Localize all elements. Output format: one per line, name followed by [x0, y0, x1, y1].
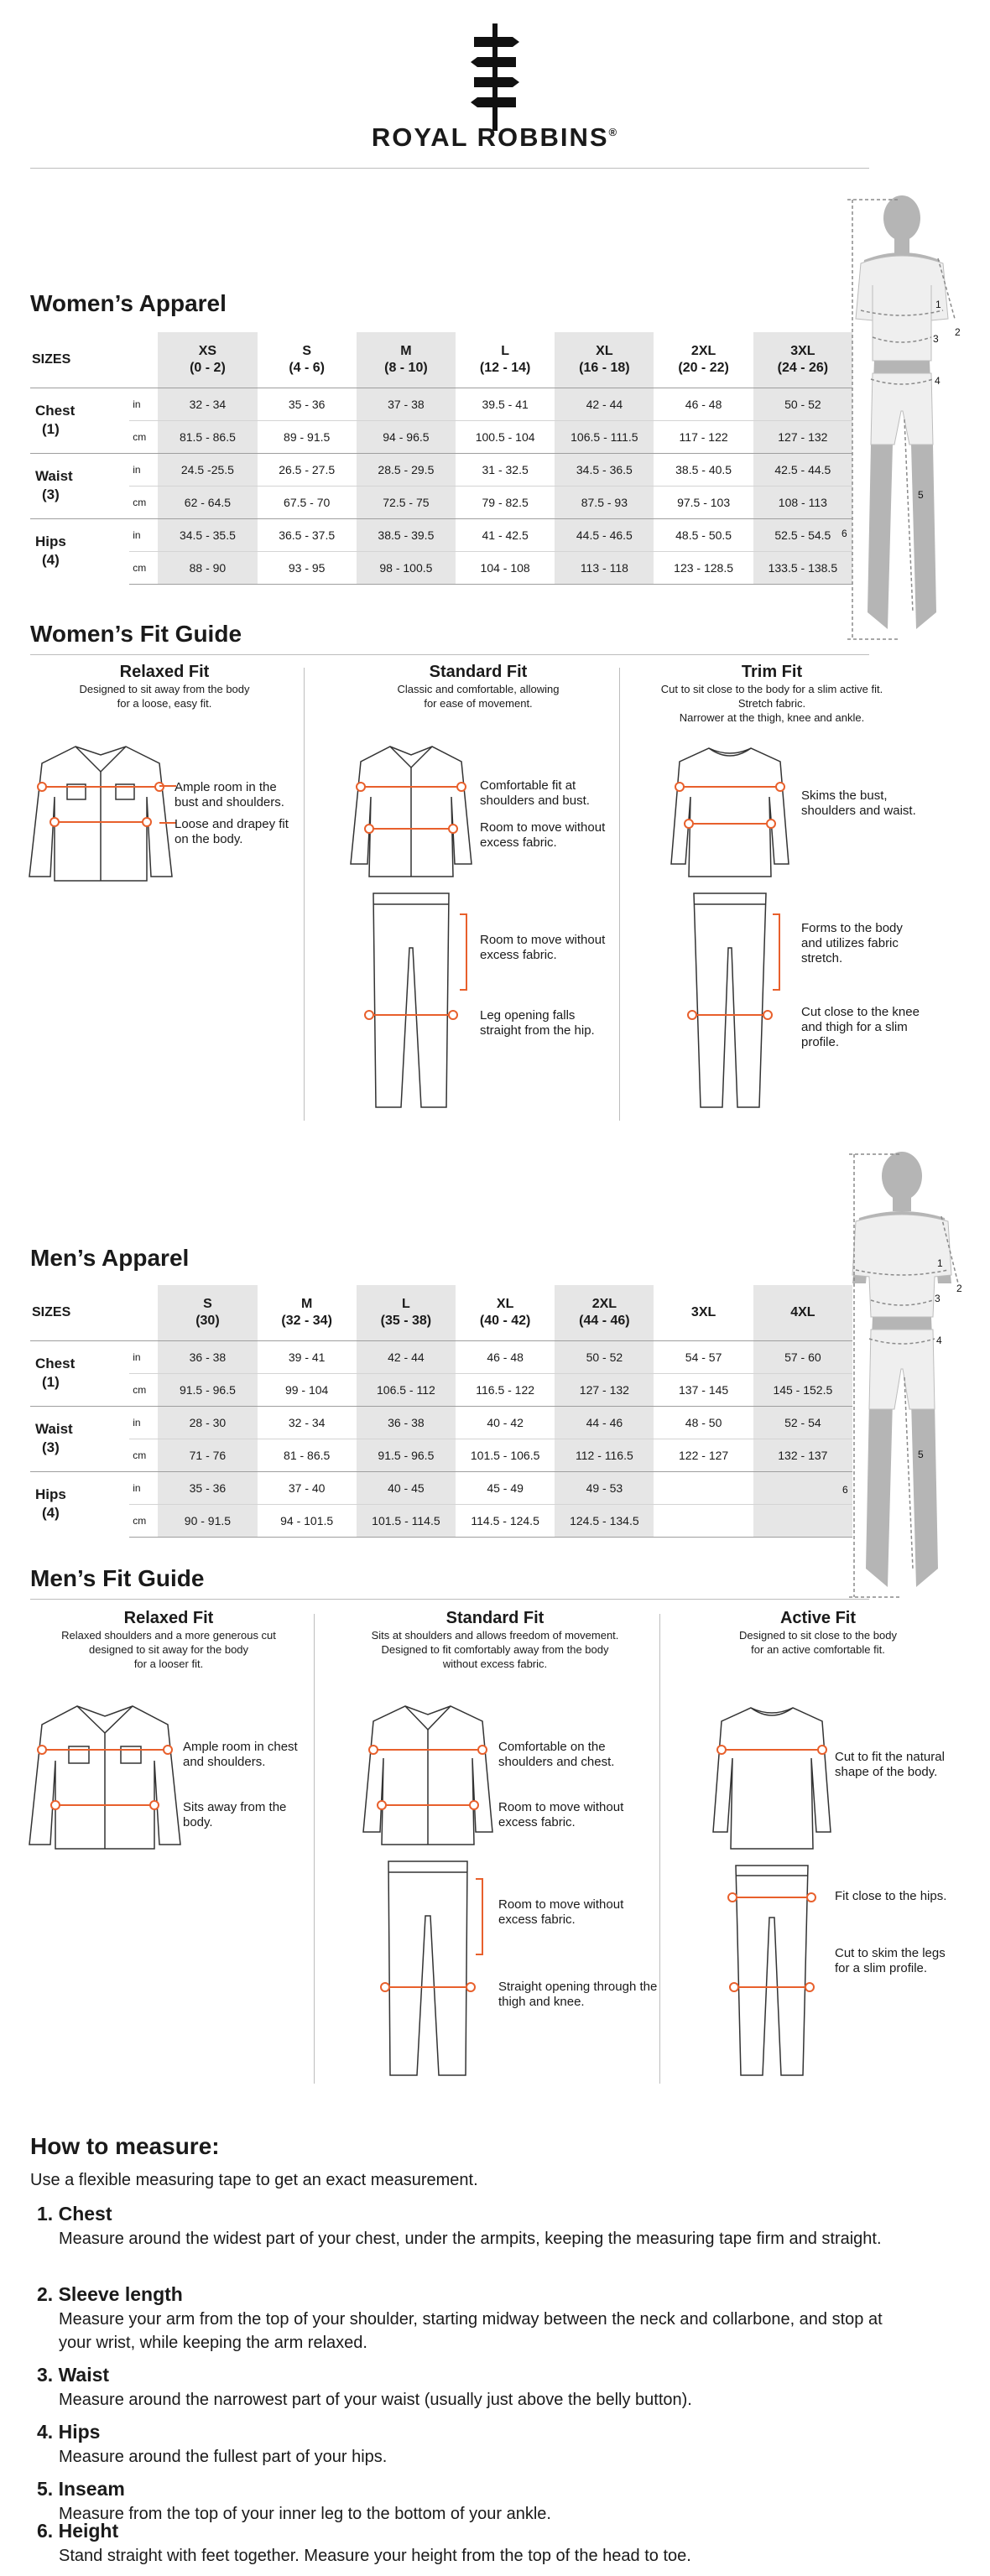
- fit-subtitle-line: Designed to sit close to the body: [739, 1629, 897, 1642]
- table-cell: 34.5 - 35.5: [158, 518, 257, 551]
- figure-label-2: 2: [955, 326, 961, 338]
- table-cell: 94 - 101.5: [258, 1504, 357, 1537]
- measure-desc: Measure from the top of your inner leg to the bottom of your ankle.: [59, 2505, 551, 2523]
- men-fit-col-divider-1: [314, 1614, 315, 2084]
- table-cell: 46 - 48: [654, 388, 753, 420]
- fit-subtitle-line: for a loose, easy fit.: [117, 697, 212, 710]
- table-cell: 91.5 - 96.5: [357, 1439, 456, 1471]
- fit-note: Room to move without excess fabric.: [498, 1897, 624, 1927]
- table-cell: 122 - 127: [654, 1439, 753, 1471]
- table-cell: 54 - 57: [654, 1340, 753, 1373]
- measure-desc: Measure your arm from the top of your shoulder, starting midway between the neck and collarbone, and stop at your wrist, while keeping the arm relaxed.: [59, 2310, 883, 2352]
- table-cell: 81 - 86.5: [258, 1439, 357, 1471]
- figure-label-4: 4: [936, 1335, 942, 1346]
- fit-note: Room to move without excess fabric.: [480, 820, 606, 850]
- table-cell: 100.5 - 104: [456, 420, 555, 453]
- size-column-header: [258, 1285, 357, 1340]
- size-column-header: [357, 332, 456, 388]
- table-cell: 104 - 108: [456, 551, 555, 584]
- size-column-header: [158, 332, 257, 388]
- table-cell: 49 - 53: [555, 1471, 654, 1504]
- size-name: 2XL: [690, 343, 716, 358]
- size-name: XL: [496, 1296, 514, 1311]
- table-cell: 89 - 91.5: [258, 420, 357, 453]
- unit-label: cm: [129, 420, 158, 453]
- table-cell: 42 - 44: [555, 388, 654, 420]
- size-range: (44 - 46): [579, 1313, 630, 1328]
- fit-note: Skims the bust, shoulders and waist.: [801, 788, 916, 818]
- table-cell: 35 - 36: [158, 1471, 257, 1504]
- measurement-name: Chest: [35, 403, 76, 419]
- measure-name: Hips: [58, 2421, 101, 2443]
- size-name: 3XL: [790, 343, 815, 358]
- size-column-header: [158, 1285, 257, 1340]
- size-range: (16 - 18): [579, 360, 630, 375]
- size-column-header: [555, 1285, 654, 1340]
- figure-label-3: 3: [933, 333, 939, 345]
- measure-item-inseam: [37, 2478, 918, 2526]
- measure-desc: Measure around the fullest part of your hips.: [59, 2448, 388, 2466]
- fit-subtitle-line: Cut to sit close to the body for a slim active fit.: [660, 683, 883, 695]
- fit-subtitle-line: Sits at shoulders and allows freedom of movement.: [371, 1629, 619, 1642]
- size-column-header: [654, 1285, 753, 1340]
- brand-logo-icon: [466, 23, 524, 131]
- size-name: M: [301, 1296, 313, 1311]
- unit-label: in: [129, 1406, 158, 1439]
- size-column-header: [753, 332, 852, 388]
- women-fit-standard: [344, 663, 612, 710]
- women-measure-figure: [839, 193, 965, 646]
- table-cell: 124.5 - 134.5: [555, 1504, 654, 1537]
- unit-label: in: [129, 518, 158, 551]
- women-size-table: [30, 332, 852, 585]
- measurement-number: (4): [42, 1505, 60, 1522]
- size-name: XS: [198, 343, 217, 358]
- measure-item-waist: [37, 2364, 918, 2412]
- fit-subtitle-line: without excess fabric.: [442, 1657, 548, 1670]
- fit-subtitle-line: Narrower at the thigh, knee and ankle.: [679, 711, 865, 724]
- measure-name: Height: [58, 2520, 119, 2542]
- table-row: [30, 420, 852, 453]
- measurement-number: (4): [42, 552, 60, 569]
- figure-label-4: 4: [935, 375, 940, 387]
- table-cell: 36 - 38: [158, 1340, 257, 1373]
- brand-name: ROYAL ROBBINS®: [371, 122, 619, 152]
- table-cell: 88 - 90: [158, 551, 257, 584]
- size-range: (20 - 22): [678, 360, 729, 375]
- fit-subtitle-line: Relaxed shoulders and a more generous cut: [61, 1629, 276, 1642]
- unit-label: cm: [129, 1439, 158, 1471]
- size-name: 3XL: [690, 1304, 716, 1319]
- table-cell: [753, 1471, 852, 1504]
- men-active-garments-icon: [709, 1698, 835, 2084]
- table-cell: 67.5 - 70: [258, 486, 357, 518]
- table-cell: 106.5 - 111.5: [555, 420, 654, 453]
- fit-subtitle-line: Designed to fit comfortably away from the body: [381, 1643, 609, 1656]
- measure-num: 3.: [37, 2364, 54, 2386]
- table-row: [30, 486, 852, 518]
- men-fit-title: Men’s Fit Guide: [30, 1565, 205, 1591]
- table-cell: 145 - 152.5: [753, 1373, 852, 1406]
- women-fit-relaxed: [30, 663, 299, 710]
- measurement-label: [30, 1340, 129, 1406]
- table-cell: [753, 1504, 852, 1537]
- size-name: 2XL: [591, 1296, 617, 1311]
- size-column-header: [258, 332, 357, 388]
- measure-name: Inseam: [58, 2478, 125, 2500]
- size-column-header: [456, 1285, 555, 1340]
- fit-title: Active Fit: [779, 1609, 857, 1627]
- measure-num: 5.: [37, 2478, 54, 2500]
- men-fit-col-divider-2: [659, 1614, 660, 2084]
- measure-num: 2.: [37, 2283, 54, 2305]
- table-cell: 62 - 64.5: [158, 486, 257, 518]
- table-cell: 39 - 41: [258, 1340, 357, 1373]
- unit-label: cm: [129, 551, 158, 584]
- table-cell: 38.5 - 39.5: [357, 518, 456, 551]
- fit-note: Comfortable on the shoulders and chest.: [498, 1740, 615, 1769]
- table-row: [30, 551, 852, 584]
- how-to-measure-title: How to measure:: [30, 2133, 220, 2159]
- unit-label: cm: [129, 1373, 158, 1406]
- size-range: (12 - 14): [479, 360, 531, 375]
- measurement-name: Waist: [35, 1421, 73, 1437]
- measure-item-chest: [37, 2203, 918, 2251]
- table-row: [30, 1504, 852, 1537]
- women-standard-garments-icon: [344, 738, 478, 1116]
- measure-num: 4.: [37, 2421, 54, 2443]
- size-range: (8 - 10): [384, 360, 428, 375]
- table-row: [30, 1373, 852, 1406]
- measure-num: 1.: [37, 2203, 54, 2225]
- measurement-number: (3): [42, 487, 60, 502]
- table-cell: [654, 1504, 753, 1537]
- unit-label: cm: [129, 1504, 158, 1537]
- women-fit-divider: [30, 654, 869, 655]
- table-cell: 97.5 - 103: [654, 486, 753, 518]
- measure-item-height: [37, 2520, 918, 2568]
- fit-note: Forms to the body and utilizes fabric stretch.: [801, 921, 903, 965]
- table-cell: 132 - 137: [753, 1439, 852, 1471]
- table-cell: 37 - 38: [357, 388, 456, 420]
- women-relaxed-shirt-icon: [25, 738, 176, 889]
- size-range: (30): [195, 1313, 220, 1328]
- table-row: [30, 1340, 852, 1373]
- size-column-header: [555, 332, 654, 388]
- size-column-header: [654, 332, 753, 388]
- measurement-label: [30, 453, 129, 518]
- figure-label-6: 6: [842, 1484, 848, 1496]
- fit-note: Ample room in the bust and shoulders.: [175, 780, 284, 809]
- women-apparel-title: Women’s Apparel: [30, 290, 227, 316]
- measure-num: 6.: [37, 2520, 54, 2542]
- women-fit-trim: [638, 663, 906, 725]
- figure-label-5: 5: [918, 1449, 924, 1460]
- table-cell: 137 - 145: [654, 1373, 753, 1406]
- table-row: [30, 518, 852, 551]
- header-divider: [30, 168, 869, 169]
- fit-title: Standard Fit: [429, 663, 528, 681]
- fit-note: Loose and drapey fit on the body.: [175, 817, 289, 846]
- table-cell: 52.5 - 54.5: [753, 518, 852, 551]
- table-cell: 48.5 - 50.5: [654, 518, 753, 551]
- fit-note: Leg opening falls straight from the hip.: [480, 1008, 595, 1038]
- table-cell: 36.5 - 37.5: [258, 518, 357, 551]
- fit-subtitle-line: Classic and comfortable, allowing: [397, 683, 560, 695]
- unit-label: in: [129, 388, 158, 420]
- measurement-name: Hips: [35, 1486, 66, 1503]
- table-cell: 117 - 122: [654, 420, 753, 453]
- unit-label: in: [129, 453, 158, 486]
- table-cell: 79 - 82.5: [456, 486, 555, 518]
- men-relaxed-shirt-icon: [25, 1698, 185, 1857]
- measure-desc: Measure around the narrowest part of your waist (usually just above the belly button).: [59, 2391, 692, 2409]
- men-fit-standard: [336, 1609, 654, 1671]
- table-cell: 127 - 132: [753, 420, 852, 453]
- table-cell: 48 - 50: [654, 1406, 753, 1439]
- size-name: XL: [596, 343, 613, 358]
- table-cell: 52 - 54: [753, 1406, 852, 1439]
- table-cell: 50 - 52: [555, 1340, 654, 1373]
- women-fit-col-divider-1: [304, 668, 305, 1121]
- measure-desc: Stand straight with feet together. Measure your height from the top of the head to toe.: [59, 2547, 691, 2565]
- table-cell: 113 - 118: [555, 551, 654, 584]
- men-fit-active: [680, 1609, 956, 1657]
- table-cell: 40 - 45: [357, 1471, 456, 1504]
- size-column-header: [753, 1285, 852, 1340]
- measurement-name: Chest: [35, 1356, 76, 1371]
- table-cell: 50 - 52: [753, 388, 852, 420]
- table-cell: 99 - 104: [258, 1373, 357, 1406]
- women-trim-garments-icon: [667, 738, 793, 1116]
- fit-note: Ample room in chest and shoulders.: [183, 1740, 298, 1769]
- figure-label-6: 6: [842, 528, 847, 539]
- men-fit-relaxed: [30, 1609, 307, 1671]
- fit-note: Straight opening through the thigh and knee.: [498, 1980, 658, 2009]
- size-name: L: [501, 343, 510, 358]
- table-cell: 57 - 60: [753, 1340, 852, 1373]
- table-cell: 87.5 - 93: [555, 486, 654, 518]
- table-cell: 28 - 30: [158, 1406, 257, 1439]
- fit-note: Cut to skim the legs for a slim profile.: [835, 1946, 946, 1975]
- fit-subtitle-line: Designed to sit away from the body: [79, 683, 250, 695]
- table-row: [30, 1439, 852, 1471]
- unit-label: in: [129, 1340, 158, 1373]
- size-name: S: [203, 1296, 212, 1311]
- table-cell: [654, 1471, 753, 1504]
- measurement-number: (1): [42, 1374, 60, 1390]
- table-cell: 116.5 - 122: [456, 1373, 555, 1406]
- table-cell: 101.5 - 114.5: [357, 1504, 456, 1537]
- size-name: 4XL: [790, 1304, 815, 1319]
- sizes-header: SIZES: [32, 1304, 71, 1319]
- table-row: [30, 388, 852, 420]
- measurement-label: [30, 1406, 129, 1471]
- table-cell: 28.5 - 29.5: [357, 453, 456, 486]
- men-fit-divider: [30, 1599, 869, 1600]
- figure-label-3: 3: [935, 1293, 940, 1304]
- table-cell: 32 - 34: [158, 388, 257, 420]
- fit-title: Trim Fit: [741, 663, 803, 681]
- table-cell: 34.5 - 36.5: [555, 453, 654, 486]
- measurement-number: (3): [42, 1439, 60, 1455]
- table-cell: 45 - 49: [456, 1471, 555, 1504]
- table-cell: 26.5 - 27.5: [258, 453, 357, 486]
- figure-label-5: 5: [918, 489, 924, 501]
- table-cell: 24.5 -25.5: [158, 453, 257, 486]
- table-cell: 123 - 128.5: [654, 551, 753, 584]
- table-cell: 81.5 - 86.5: [158, 420, 257, 453]
- unit-label: cm: [129, 486, 158, 518]
- women-fit-col-divider-2: [619, 668, 620, 1121]
- measurement-label: [30, 518, 129, 584]
- measure-name: Chest: [58, 2203, 112, 2225]
- measure-name: Waist: [58, 2364, 110, 2386]
- size-range: (24 - 26): [777, 360, 829, 375]
- men-measure-figure: [839, 1149, 965, 1602]
- fit-subtitle-line: Stretch fabric.: [737, 697, 806, 710]
- leader-line-icon: [159, 776, 176, 851]
- fit-title: Standard Fit: [446, 1609, 544, 1627]
- table-cell: 35 - 36: [258, 388, 357, 420]
- size-range: (35 - 38): [380, 1313, 432, 1328]
- fit-note: Cut to fit the natural shape of the body.: [835, 1750, 945, 1779]
- table-cell: 98 - 100.5: [357, 551, 456, 584]
- men-apparel-title: Men’s Apparel: [30, 1245, 190, 1271]
- table-cell: 133.5 - 138.5: [753, 551, 852, 584]
- table-cell: 44.5 - 46.5: [555, 518, 654, 551]
- men-standard-garments-icon: [357, 1698, 499, 2084]
- fit-note: Fit close to the hips.: [835, 1889, 947, 1903]
- table-row: [30, 1471, 852, 1504]
- size-column-header: [357, 1285, 456, 1340]
- fit-subtitle-line: designed to sit away for the body: [88, 1643, 249, 1656]
- table-cell: 101.5 - 106.5: [456, 1439, 555, 1471]
- measure-item-sleeve: [37, 2283, 918, 2355]
- measure-desc: Measure around the widest part of your chest, under the armpits, keeping the measuring tape firm and straight.: [59, 2230, 882, 2248]
- table-cell: 39.5 - 41: [456, 388, 555, 420]
- women-fit-title: Women’s Fit Guide: [30, 621, 242, 647]
- table-row: [30, 453, 852, 486]
- table-cell: 44 - 46: [555, 1406, 654, 1439]
- men-size-table: [30, 1285, 852, 1538]
- size-range: (32 - 34): [281, 1313, 332, 1328]
- size-name: M: [400, 343, 412, 358]
- size-name: S: [302, 343, 311, 358]
- table-cell: 42 - 44: [357, 1340, 456, 1373]
- table-cell: 106.5 - 112: [357, 1373, 456, 1406]
- measure-item-hips: [37, 2421, 918, 2469]
- measurement-name: Waist: [35, 468, 73, 484]
- table-cell: 71 - 76: [158, 1439, 257, 1471]
- fit-note: Sits away from the body.: [183, 1800, 287, 1829]
- measurement-name: Hips: [35, 533, 66, 550]
- table-cell: 36 - 38: [357, 1406, 456, 1439]
- measurement-label: [30, 1471, 129, 1537]
- measure-name: Sleeve length: [58, 2283, 183, 2305]
- fit-subtitle-line: for ease of movement.: [424, 697, 533, 710]
- table-cell: 90 - 91.5: [158, 1504, 257, 1537]
- size-column-header: [456, 332, 555, 388]
- how-to-measure-intro: Use a flexible measuring tape to get an exact measurement.: [30, 2171, 478, 2189]
- size-range: (40 - 42): [479, 1313, 531, 1328]
- table-cell: 127 - 132: [555, 1373, 654, 1406]
- table-cell: 42.5 - 44.5: [753, 453, 852, 486]
- table-cell: 72.5 - 75: [357, 486, 456, 518]
- fit-subtitle-line: for an active comfortable fit.: [751, 1643, 885, 1656]
- table-cell: 93 - 95: [258, 551, 357, 584]
- table-cell: 37 - 40: [258, 1471, 357, 1504]
- table-cell: 31 - 32.5: [456, 453, 555, 486]
- size-range: (4 - 6): [289, 360, 325, 375]
- table-cell: 46 - 48: [456, 1340, 555, 1373]
- size-range: (0 - 2): [190, 360, 226, 375]
- unit-label: in: [129, 1471, 158, 1504]
- fit-note: Room to move without excess fabric.: [480, 933, 606, 962]
- fit-note: Cut close to the knee and thigh for a slim profile.: [801, 1005, 920, 1049]
- table-cell: 112 - 116.5: [555, 1439, 654, 1471]
- sizes-header: SIZES: [32, 351, 71, 367]
- table-cell: 38.5 - 40.5: [654, 453, 753, 486]
- table-cell: 40 - 42: [456, 1406, 555, 1439]
- fit-title: Relaxed Fit: [119, 663, 210, 681]
- measurement-number: (1): [42, 421, 60, 437]
- table-cell: 91.5 - 96.5: [158, 1373, 257, 1406]
- fit-title: Relaxed Fit: [123, 1609, 214, 1627]
- size-name: L: [402, 1296, 410, 1311]
- figure-label-1: 1: [935, 299, 941, 310]
- fit-subtitle-line: for a looser fit.: [133, 1657, 204, 1670]
- fit-note: Room to move without excess fabric.: [498, 1800, 624, 1829]
- figure-label-2: 2: [956, 1283, 962, 1294]
- measurement-label: [30, 388, 129, 453]
- table-cell: 108 - 113: [753, 486, 852, 518]
- table-cell: 41 - 42.5: [456, 518, 555, 551]
- table-cell: 114.5 - 124.5: [456, 1504, 555, 1537]
- table-row: [30, 1406, 852, 1439]
- table-cell: 32 - 34: [258, 1406, 357, 1439]
- table-cell: 94 - 96.5: [357, 420, 456, 453]
- figure-label-1: 1: [937, 1257, 943, 1269]
- fit-note: Comfortable fit at shoulders and bust.: [480, 778, 590, 808]
